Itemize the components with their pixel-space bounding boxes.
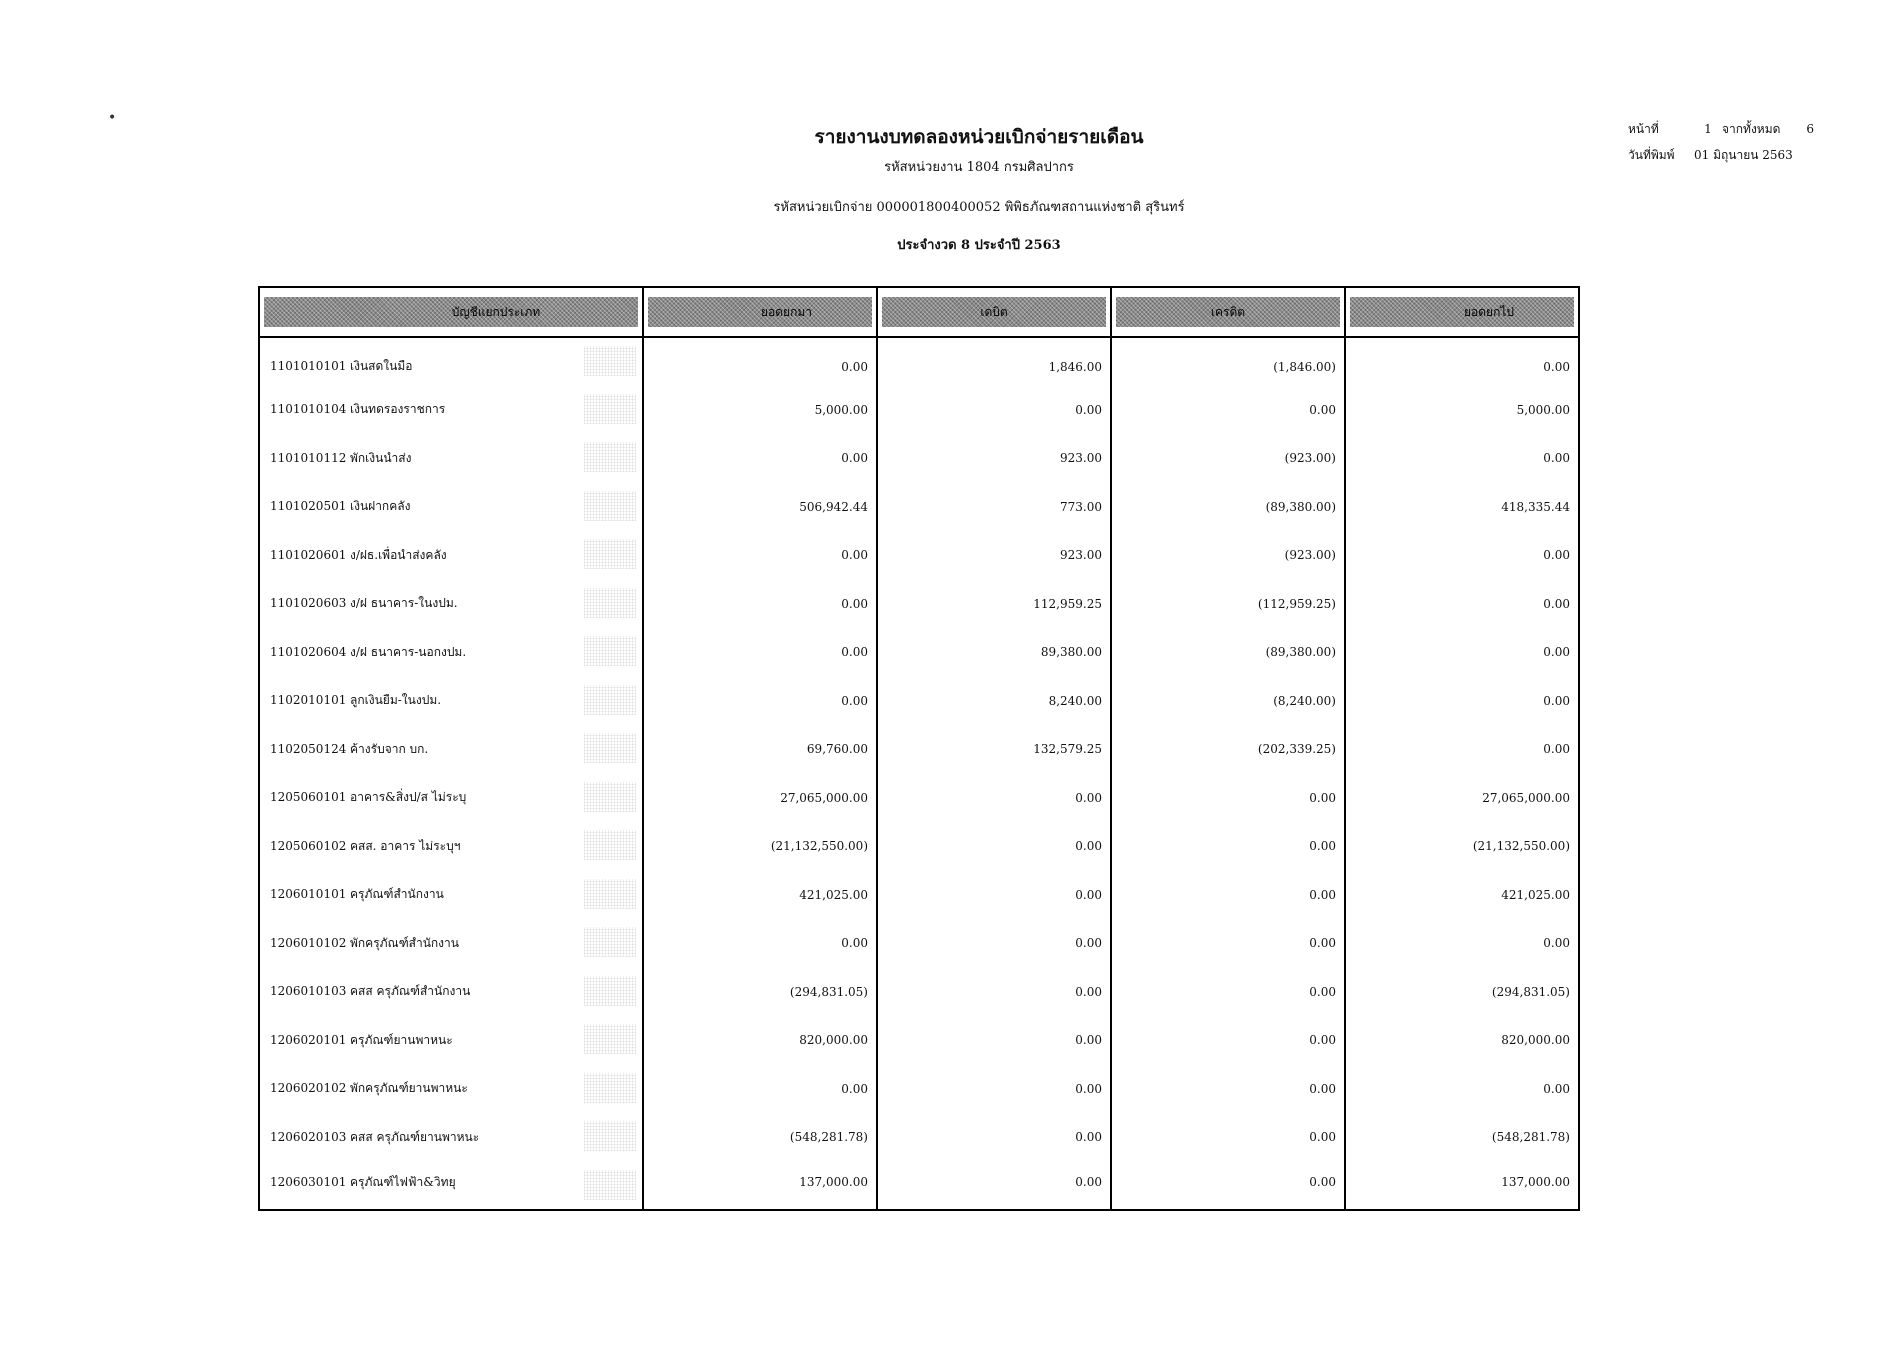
account-code: 1206020101 bbox=[270, 1032, 347, 1047]
credit-cell: 0.00 bbox=[1111, 919, 1345, 968]
closing-cell: 820,000.00 bbox=[1345, 1016, 1579, 1065]
header-credit: เครดิต bbox=[1111, 287, 1345, 337]
closing-cell: 27,065,000.00 bbox=[1345, 774, 1579, 823]
debit-cell: 132,579.25 bbox=[877, 725, 1111, 774]
debit-cell: 773.00 bbox=[877, 483, 1111, 532]
account-name: ง/ฝธ.เพื่อนำส่งคลัง bbox=[350, 547, 447, 562]
account-code: 1101020604 bbox=[270, 644, 347, 659]
account-cell bbox=[259, 1162, 643, 1211]
account-code: 1101020603 bbox=[270, 596, 347, 611]
opening-cell: 506,942.44 bbox=[643, 483, 877, 532]
closing-cell: 0.00 bbox=[1345, 677, 1579, 726]
account-cell bbox=[259, 774, 643, 823]
account-name: คสส ครุภัณฑ์ยานพาหนะ bbox=[350, 1129, 480, 1144]
account-cell bbox=[259, 628, 643, 677]
account-name: คสส ครุภัณฑ์สำนักงาน bbox=[350, 984, 471, 999]
closing-cell: 0.00 bbox=[1345, 725, 1579, 774]
table-row bbox=[259, 531, 1579, 580]
scan-noise bbox=[584, 1024, 636, 1054]
account-cell bbox=[259, 822, 643, 871]
opening-cell: 820,000.00 bbox=[643, 1016, 877, 1065]
table-row bbox=[259, 677, 1579, 726]
table-row bbox=[259, 1113, 1579, 1162]
account-cell bbox=[259, 725, 643, 774]
credit-cell: 0.00 bbox=[1111, 968, 1345, 1017]
credit-cell: 0.00 bbox=[1111, 1016, 1345, 1065]
scan-noise bbox=[584, 927, 636, 957]
table-row bbox=[259, 1065, 1579, 1114]
account-cell bbox=[259, 677, 643, 726]
credit-cell: 0.00 bbox=[1111, 774, 1345, 823]
account-name: พักเงินนำส่ง bbox=[350, 450, 412, 465]
debit-cell: 0.00 bbox=[877, 1065, 1111, 1114]
account-cell bbox=[259, 337, 643, 386]
closing-cell: 421,025.00 bbox=[1345, 871, 1579, 920]
opening-cell: 137,000.00 bbox=[643, 1162, 877, 1211]
account-code: 1206020103 bbox=[270, 1129, 347, 1144]
scan-noise bbox=[584, 394, 636, 424]
account-code: 1206010103 bbox=[270, 984, 347, 999]
account-name: ครุภัณฑ์ยานพาหนะ bbox=[350, 1032, 453, 1047]
opening-cell: (294,831.05) bbox=[643, 968, 877, 1017]
debit-cell: 0.00 bbox=[877, 968, 1111, 1017]
account-name: เงินสดในมือ bbox=[350, 359, 413, 374]
account-code: 1102050124 bbox=[270, 741, 347, 756]
scan-noise bbox=[584, 976, 636, 1006]
closing-cell: 5,000.00 bbox=[1345, 386, 1579, 435]
debit-cell: 0.00 bbox=[877, 871, 1111, 920]
header-closing: ยอดยกไป bbox=[1345, 287, 1579, 337]
credit-cell: 0.00 bbox=[1111, 1162, 1345, 1211]
opening-cell: (548,281.78) bbox=[643, 1113, 877, 1162]
closing-cell: 0.00 bbox=[1345, 337, 1579, 386]
debit-cell: 0.00 bbox=[877, 1162, 1111, 1211]
closing-cell: 0.00 bbox=[1345, 919, 1579, 968]
account-code: 1206010102 bbox=[270, 935, 347, 950]
table-row bbox=[259, 725, 1579, 774]
scan-noise bbox=[584, 588, 636, 618]
table-row bbox=[259, 628, 1579, 677]
account-code: 1101010104 bbox=[270, 402, 347, 417]
closing-cell: (21,132,550.00) bbox=[1345, 822, 1579, 871]
account-name: คสส. อาคาร ไม่ระบุฯ bbox=[350, 838, 461, 853]
opening-cell: 0.00 bbox=[643, 628, 877, 677]
table-row bbox=[259, 1016, 1579, 1065]
print-date-label: วันที่พิมพ์ bbox=[1628, 148, 1675, 162]
account-cell bbox=[259, 434, 643, 483]
report-title: รายงานงบทดลองหน่วยเบิกจ่ายรายเดือน bbox=[814, 126, 1144, 148]
account-code: 1101020501 bbox=[270, 499, 347, 514]
closing-cell: 137,000.00 bbox=[1345, 1162, 1579, 1211]
opening-cell: 0.00 bbox=[643, 580, 877, 629]
scan-noise bbox=[584, 879, 636, 909]
account-cell bbox=[259, 919, 643, 968]
opening-cell: 27,065,000.00 bbox=[643, 774, 877, 823]
scan-noise bbox=[584, 491, 636, 521]
table-row bbox=[259, 871, 1579, 920]
agency-line: รหัสหน่วยงาน 1804 กรมศิลปากร bbox=[884, 160, 1074, 175]
table-row bbox=[259, 822, 1579, 871]
account-name: เงินฝากคลัง bbox=[350, 499, 411, 514]
credit-cell: 0.00 bbox=[1111, 1113, 1345, 1162]
page-info bbox=[1628, 120, 1814, 139]
scan-noise bbox=[584, 636, 636, 666]
account-cell bbox=[259, 386, 643, 435]
scan-artifact-icon: • bbox=[108, 110, 117, 126]
account-name: ครุภัณฑ์ไฟฟ้า&วิทยุ bbox=[350, 1174, 456, 1189]
period-line: ประจำงวด 8 ประจำปี 2563 bbox=[897, 238, 1061, 253]
scan-noise bbox=[584, 830, 636, 860]
account-cell bbox=[259, 531, 643, 580]
page-label: หน้าที่ bbox=[1628, 122, 1659, 136]
account-cell bbox=[259, 871, 643, 920]
account-code: 1102010101 bbox=[270, 693, 347, 708]
account-cell bbox=[259, 1113, 643, 1162]
account-cell bbox=[259, 1016, 643, 1065]
account-name: เงินทดรองราชการ bbox=[350, 402, 446, 417]
table-row bbox=[259, 337, 1579, 386]
debit-cell: 1,846.00 bbox=[877, 337, 1111, 386]
account-cell bbox=[259, 968, 643, 1017]
debit-cell: 8,240.00 bbox=[877, 677, 1111, 726]
opening-cell: 0.00 bbox=[643, 337, 877, 386]
opening-cell: 0.00 bbox=[643, 531, 877, 580]
disbursing-unit-line: รหัสหน่วยเบิกจ่าย 000001800400052 พิพิธภัณฑสถานแห่งชาติ สุรินทร์ bbox=[773, 200, 1185, 215]
account-name: ค้างรับจาก บก. bbox=[350, 741, 429, 756]
credit-cell: (8,240.00) bbox=[1111, 677, 1345, 726]
scan-noise bbox=[584, 782, 636, 812]
account-name: พักครุภัณฑ์สำนักงาน bbox=[350, 935, 459, 950]
opening-cell: 69,760.00 bbox=[643, 725, 877, 774]
account-name: อาคาร&สิ่งป/ส ไม่ระบุ bbox=[350, 790, 467, 805]
debit-cell: 923.00 bbox=[877, 434, 1111, 483]
credit-cell: (89,380.00) bbox=[1111, 628, 1345, 677]
account-code: 1205060102 bbox=[270, 838, 347, 853]
header-opening: ยอดยกมา bbox=[643, 287, 877, 337]
debit-cell: 0.00 bbox=[877, 919, 1111, 968]
account-cell bbox=[259, 483, 643, 532]
scan-noise bbox=[584, 1121, 636, 1151]
total-pages-label: จากทั้งหมด bbox=[1722, 122, 1781, 136]
closing-cell: 418,335.44 bbox=[1345, 483, 1579, 532]
opening-cell: (21,132,550.00) bbox=[643, 822, 877, 871]
closing-cell: (548,281.78) bbox=[1345, 1113, 1579, 1162]
opening-cell: 0.00 bbox=[643, 677, 877, 726]
credit-cell: (202,339.25) bbox=[1111, 725, 1345, 774]
account-name: ง/ฝ ธนาคาร-ในงปม. bbox=[350, 596, 458, 611]
account-cell bbox=[259, 1065, 643, 1114]
table-row bbox=[259, 1162, 1579, 1211]
account-name: ลูกเงินยืม-ในงปม. bbox=[350, 693, 442, 708]
table-row bbox=[259, 434, 1579, 483]
account-code: 1101010101 bbox=[270, 359, 347, 374]
opening-cell: 421,025.00 bbox=[643, 871, 877, 920]
account-name: ครุภัณฑ์สำนักงาน bbox=[350, 887, 444, 902]
table-header-row bbox=[259, 287, 1579, 337]
header-account: บัญชีแยกประเภท bbox=[259, 287, 643, 337]
account-code: 1206010101 bbox=[270, 887, 347, 902]
debit-cell: 112,959.25 bbox=[877, 580, 1111, 629]
debit-cell: 0.00 bbox=[877, 1016, 1111, 1065]
closing-cell: 0.00 bbox=[1345, 580, 1579, 629]
account-code: 1206020102 bbox=[270, 1081, 347, 1096]
debit-cell: 0.00 bbox=[877, 386, 1111, 435]
credit-cell: (923.00) bbox=[1111, 434, 1345, 483]
print-date: 01 มิถุนายน 2563 bbox=[1694, 148, 1793, 162]
scan-noise bbox=[584, 539, 636, 569]
opening-cell: 0.00 bbox=[643, 1065, 877, 1114]
print-date-info bbox=[1628, 146, 1793, 165]
account-code: 1101010112 bbox=[270, 450, 347, 465]
scan-noise bbox=[584, 733, 636, 763]
closing-cell: 0.00 bbox=[1345, 434, 1579, 483]
credit-cell: 0.00 bbox=[1111, 822, 1345, 871]
scan-noise bbox=[584, 442, 636, 472]
total-pages: 6 bbox=[1806, 122, 1814, 136]
credit-cell: 0.00 bbox=[1111, 871, 1345, 920]
debit-cell: 0.00 bbox=[877, 774, 1111, 823]
debit-cell: 0.00 bbox=[877, 1113, 1111, 1162]
credit-cell: (1,846.00) bbox=[1111, 337, 1345, 386]
debit-cell: 0.00 bbox=[877, 822, 1111, 871]
credit-cell: (923.00) bbox=[1111, 531, 1345, 580]
debit-cell: 89,380.00 bbox=[877, 628, 1111, 677]
table-row bbox=[259, 483, 1579, 532]
account-name: พักครุภัณฑ์ยานพาหนะ bbox=[350, 1081, 468, 1096]
debit-cell: 923.00 bbox=[877, 531, 1111, 580]
scan-noise bbox=[584, 1073, 636, 1103]
scan-noise bbox=[584, 1170, 636, 1200]
opening-cell: 0.00 bbox=[643, 434, 877, 483]
account-cell bbox=[259, 580, 643, 629]
table-row bbox=[259, 919, 1579, 968]
closing-cell: 0.00 bbox=[1345, 531, 1579, 580]
credit-cell: (112,959.25) bbox=[1111, 580, 1345, 629]
scan-noise bbox=[584, 346, 636, 376]
account-code: 1101020601 bbox=[270, 547, 347, 562]
closing-cell: (294,831.05) bbox=[1345, 968, 1579, 1017]
opening-cell: 0.00 bbox=[643, 919, 877, 968]
opening-cell: 5,000.00 bbox=[643, 386, 877, 435]
trial-balance-table bbox=[258, 286, 1580, 1211]
scan-noise bbox=[584, 685, 636, 715]
credit-cell: 0.00 bbox=[1111, 1065, 1345, 1114]
page-number: 1 bbox=[1704, 122, 1712, 136]
table-row bbox=[259, 386, 1579, 435]
table-row bbox=[259, 580, 1579, 629]
account-code: 1206030101 bbox=[270, 1174, 347, 1189]
account-code: 1205060101 bbox=[270, 790, 347, 805]
table-row bbox=[259, 774, 1579, 823]
table-row bbox=[259, 968, 1579, 1017]
header-debit: เดบิต bbox=[877, 287, 1111, 337]
credit-cell: (89,380.00) bbox=[1111, 483, 1345, 532]
closing-cell: 0.00 bbox=[1345, 628, 1579, 677]
account-name: ง/ฝ ธนาคาร-นอกงปม. bbox=[350, 644, 467, 659]
credit-cell: 0.00 bbox=[1111, 386, 1345, 435]
closing-cell: 0.00 bbox=[1345, 1065, 1579, 1114]
